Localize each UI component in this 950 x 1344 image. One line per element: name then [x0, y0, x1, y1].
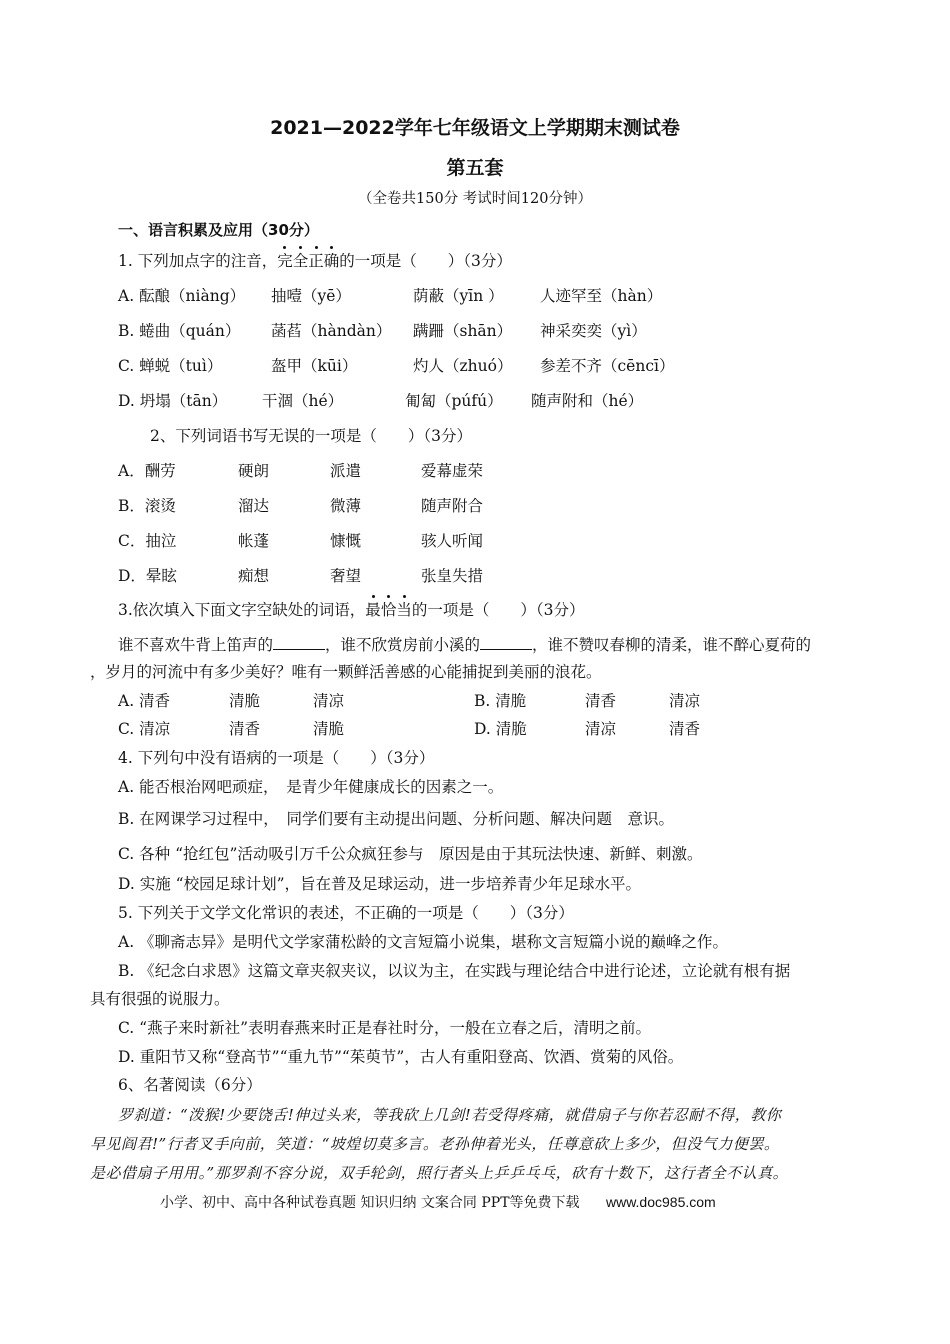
option-cell: 张皇失措 [421, 567, 484, 585]
question-1-stem [118, 250, 512, 272]
option-cell: 清香 [229, 720, 261, 738]
option-cell: 荫蔽（yīn ） [413, 287, 504, 305]
emphasis-char: 恰 [380, 601, 397, 619]
emphasis-char: 当 [396, 601, 412, 619]
emphasis-char: 确 [323, 252, 340, 270]
q4-option-d: D. 实施 “校园足球计划”，旨在普及足球运动，进一步培养青少年足球水平。 [118, 875, 642, 893]
option-cell: D. 清脆 [474, 720, 527, 738]
q4-option-b: B. 在网课学习过程中， 同学们要有主动提出问题、分析问题、解决问题 意识。 [118, 810, 674, 828]
option-cell: 干涸（hé） [262, 392, 344, 410]
question-5-stem: 5. 下列关于文学文化常识的表述，不正确的一项是（ ）（3分） [118, 904, 574, 922]
set-label: 第五套 [446, 157, 504, 179]
option-cell: 慷慨 [330, 532, 362, 550]
option-cell: C. 蝉蜕（tuì） [118, 357, 223, 375]
option-cell: 帐蓬 [238, 532, 270, 550]
q3-passage-line-2: ，岁月的河流中有多少美好？唯有一颗鲜活善感的心能捕捉到美丽的浪花。 [90, 663, 602, 681]
passage-text: 谁不喜欢牛背上笛声的 [118, 636, 274, 654]
option-cell: C. 清凉 [118, 720, 171, 738]
emphasis-char: 正 [308, 252, 324, 270]
q4-option-c: C. 各种 “抢红包”活动吸引万千公众疯狂参与 原因是由于其玩法快速、新鲜、刺激。 [118, 845, 703, 863]
q3-passage-line-1 [118, 633, 811, 656]
emphasis-char: 完 [277, 252, 293, 270]
q5-option-b-line-1: B. 《纪念白求恩》这篇文章夹叙夹议，以议为主，在实践与理论结合中进行论述，立论就有根有据 [118, 962, 791, 980]
option-cell: 参差不齐（cēncī） [540, 357, 675, 375]
option-cell: 清香 [585, 692, 617, 710]
option-cell: 随声附和（hé） [531, 392, 644, 410]
q5-option-a: A. 《聊斋志异》是明代文学家蒲松龄的文言短篇小说集，堪称文言短篇小说的巅峰之作。 [118, 933, 729, 951]
option-cell: 神采奕奕（yì） [540, 322, 647, 340]
option-cell: 清脆 [313, 720, 345, 738]
option-cell: 溜达 [238, 497, 270, 515]
option-cell: 随声附合 [421, 497, 484, 515]
option-cell: 清凉 [313, 692, 345, 710]
option-cell: A．酬劳 [118, 462, 176, 480]
q5-option-b-line-2: 具有很强的说服力。 [90, 990, 230, 1008]
option-cell: 抽噎（yē） [271, 287, 351, 305]
q1-stem-a: 1. 下列加点字的注音， [118, 252, 278, 270]
question-2-stem: 2、下列词语书写无误的一项是（ ）（3分） [150, 427, 472, 445]
option-cell: 爱幕虚荣 [421, 462, 484, 480]
option-cell: 痴想 [238, 567, 270, 585]
option-cell: 菡萏（hàndàn） [271, 322, 392, 340]
q5-option-d: D. 重阳节又称“登高节”“重九节”“茱萸节”，古人有重阳登高、饮酒、赏菊的风俗。 [118, 1048, 684, 1066]
option-cell: 骇人听闻 [421, 532, 484, 550]
option-cell: 清香 [669, 720, 701, 738]
emphasis-char: 最 [365, 601, 381, 619]
option-cell: 清凉 [669, 692, 701, 710]
option-cell: 奢望 [330, 567, 362, 585]
footer [160, 1191, 716, 1214]
option-cell: 人迹罕至（hàn） [540, 287, 663, 305]
option-cell: 盔甲（kūi） [271, 357, 358, 375]
option-cell: A. 酝酿（niàng） [118, 287, 246, 305]
option-cell: 派遣 [330, 462, 362, 480]
option-cell: 清凉 [585, 720, 617, 738]
fill-blank [273, 633, 325, 650]
q3-stem-a: 3.依次填入下面文字空缺处的词语， [118, 601, 366, 619]
option-cell: D. 坍塌（tān） [118, 392, 228, 410]
q6-excerpt-line-2: 早见阎君!”行者叉手向前，笑道：“坡煌切莫多言。老孙伸着光头，任尊意砍上多少，但没气力便罢。 [90, 1135, 780, 1153]
page-title: 2021—2022学年七年级语文上学期期末测试卷 [270, 117, 680, 139]
fill-blank [480, 633, 532, 650]
q3-stem-b: 的一项是（ ）（3分） [411, 601, 585, 619]
option-cell: 匍匐（púfú） [405, 392, 503, 410]
q6-excerpt-line-3: 是必借扇子用用。”那罗刹不容分说，双手轮剑，照行者头上乒乒乓乓，砍有十数下，这行者全不认真。 [90, 1164, 789, 1182]
question-3-stem [118, 599, 584, 621]
section-heading: 一、语言积累及应用（30分） [118, 221, 319, 239]
exam-note: （全卷共150分 考试时间120分钟） [358, 191, 592, 207]
q1-stem-b: 的一项是（ ）（3分） [339, 252, 512, 270]
passage-text: ，谁不欣赏房前小溪的 [325, 636, 481, 654]
option-cell: B. 清脆 [474, 692, 527, 710]
question-6-stem: 6、名著阅读（6分） [118, 1076, 262, 1094]
option-cell: 灼人（zhuó） [413, 357, 513, 375]
q6-excerpt-line-1: 罗刹道：“泼猴!少要饶舌!伸过头来，等我砍上几剑!若受得疼痛，就借扇子与你若忍耐不得，教你 [118, 1106, 782, 1124]
option-cell: 清脆 [229, 692, 261, 710]
option-cell: D．晕眩 [118, 567, 177, 585]
option-cell: C．抽泣 [118, 532, 177, 550]
footer-text: 小学、初中、高中各种试卷真题 知识归纳 文案合同 PPT等免费下载 [160, 1195, 580, 1211]
option-cell: A. 清香 [118, 692, 171, 710]
q4-option-a: A. 能否根治网吧顽症， 是青少年健康成长的因素之一。 [118, 778, 504, 796]
passage-text: ，谁不赞叹春柳的清柔，谁不醉心夏荷的 [532, 636, 812, 654]
option-cell: B. 蜷曲（quán） [118, 322, 241, 340]
option-cell: 微薄 [330, 497, 362, 515]
footer-link[interactable]: www.doc985.com [605, 1194, 716, 1210]
option-cell: B．滚烫 [118, 497, 176, 515]
q5-option-c: C. “燕子来时新社”表明春燕来时正是春社时分，一般在立春之后，清明之前。 [118, 1019, 652, 1037]
option-cell: 硬朗 [238, 462, 270, 480]
option-cell: 蹒跚（shān） [413, 322, 513, 340]
emphasis-char: 全 [292, 252, 309, 270]
question-4-stem: 4. 下列句中没有语病的一项是（ ）（3分） [118, 749, 435, 767]
